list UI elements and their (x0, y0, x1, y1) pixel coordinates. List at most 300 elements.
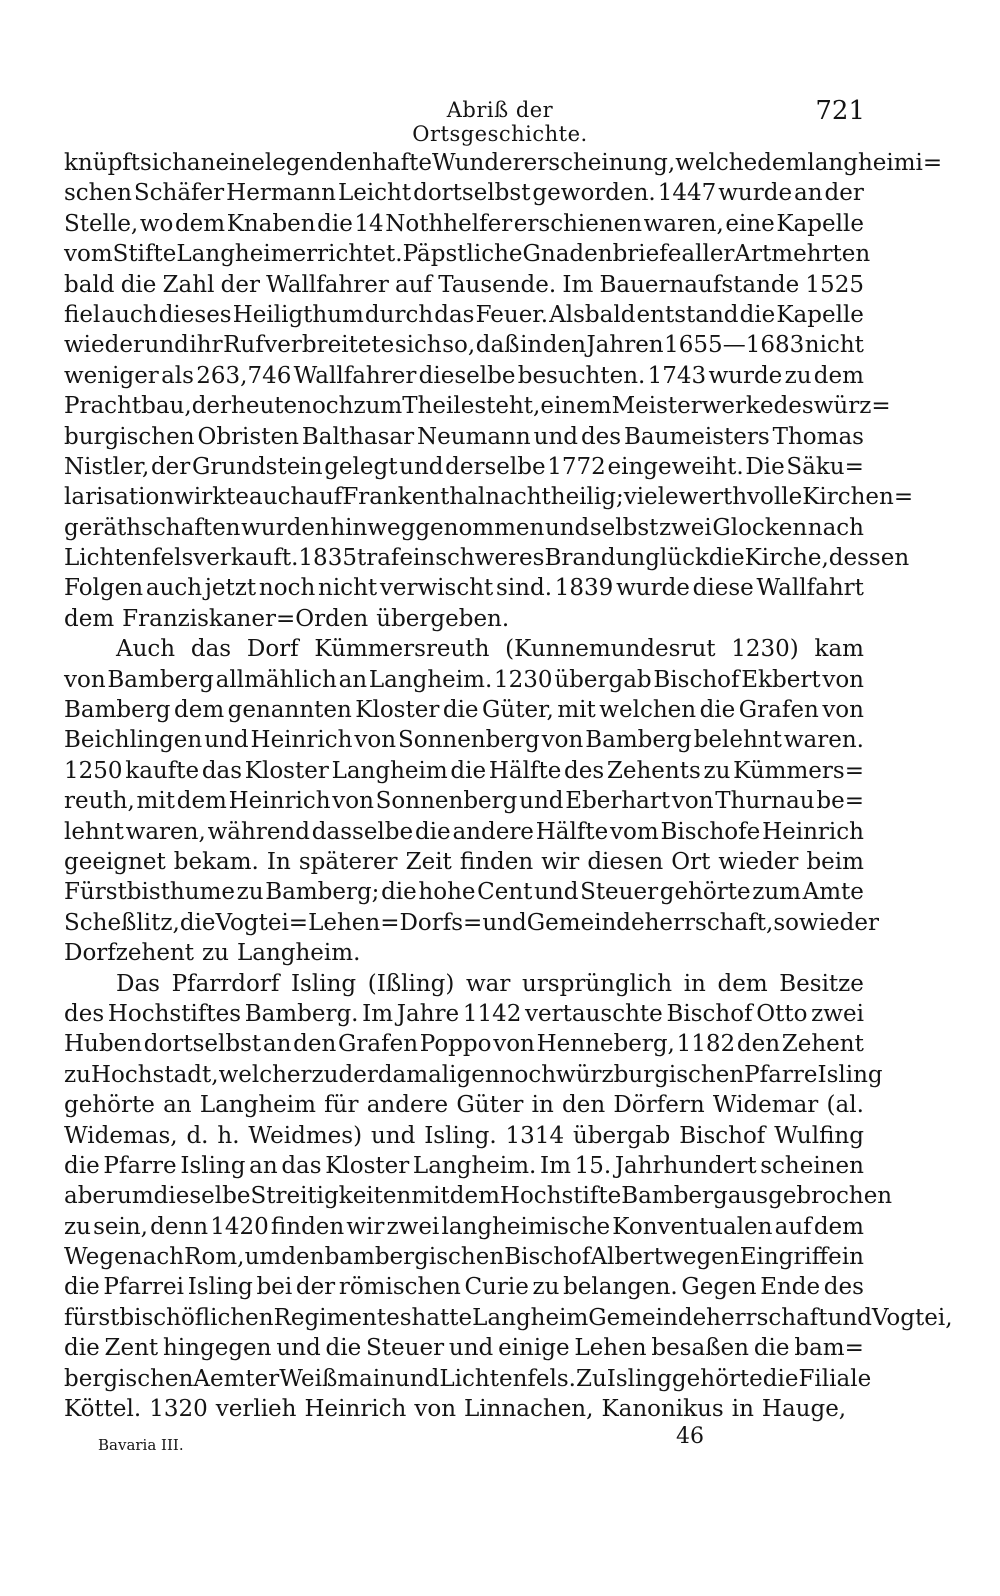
word: hohe (418, 879, 476, 906)
word: und (204, 727, 249, 754)
word: Bischof (679, 1122, 766, 1149)
word: zu (311, 1061, 339, 1088)
text-line (64, 361, 864, 391)
word: auf (395, 271, 433, 298)
word: Konventualen (612, 1213, 773, 1240)
word: viele (623, 484, 679, 511)
word: römischen (338, 1274, 461, 1301)
text-line (64, 847, 864, 877)
word: Weißmain (279, 1365, 396, 1392)
word: 1525 (805, 271, 864, 298)
word: einige (498, 1335, 570, 1362)
word: Isling (606, 1365, 672, 1392)
word: die (325, 1335, 362, 1362)
word: Baumeisters (624, 423, 770, 450)
word: Wege (64, 1244, 128, 1271)
word: ihr (189, 332, 223, 359)
text-line (64, 239, 871, 269)
word: eine (215, 150, 265, 176)
word: in (683, 970, 706, 997)
word: Hälfte (488, 757, 562, 784)
word: zu (236, 879, 264, 906)
word: der (338, 1061, 378, 1088)
word: Hochstifte (499, 1183, 622, 1210)
word: Meisterwerke (611, 393, 774, 420)
word: an (794, 180, 823, 207)
word: hinweggenommen (330, 514, 545, 541)
word: scheinen (760, 1152, 864, 1179)
word: ursprünglich (522, 970, 673, 997)
word: dem (813, 1213, 864, 1240)
word: Dörfern (613, 1092, 705, 1119)
word: des (823, 1274, 864, 1301)
word: Heinrich (250, 727, 353, 754)
word: 1447 (657, 180, 717, 207)
word: Isling (187, 1274, 253, 1301)
word: waren, (643, 210, 724, 237)
word: bald (64, 271, 115, 298)
word: schweres (435, 545, 545, 572)
word: mit (411, 1183, 450, 1210)
word: traf (356, 545, 400, 572)
word: der (191, 393, 232, 420)
word: durch (364, 301, 434, 328)
word: finden (270, 1213, 345, 1240)
word: Kloster (244, 757, 329, 784)
word: Scheßlitz, (64, 909, 180, 936)
text-line (64, 756, 864, 786)
text-line (64, 573, 864, 603)
text-line (64, 178, 864, 208)
word: 1182 (676, 1031, 736, 1058)
word: an (163, 1092, 192, 1119)
word: 1142 (462, 1000, 522, 1027)
word: wegen (663, 1244, 740, 1271)
word: Bischof (653, 666, 740, 693)
word: wie (798, 909, 840, 936)
text-line (64, 1333, 864, 1363)
word: Ende (760, 1274, 821, 1301)
word: Pfarrdorf (171, 970, 280, 997)
word: Jahre (396, 1000, 460, 1027)
word: welchen (599, 697, 697, 724)
word: wo (139, 210, 174, 237)
word: wurde (616, 575, 690, 602)
word: 1655—1683 (664, 332, 805, 359)
word: dem (449, 1183, 500, 1210)
word: die (120, 271, 157, 298)
word: sich (140, 150, 187, 176)
word: vertauschte (525, 1000, 663, 1027)
word: selbst (589, 514, 659, 541)
word: vom (64, 241, 113, 268)
text-line (64, 1212, 864, 1242)
text-line (64, 695, 864, 725)
word: an (338, 666, 368, 693)
word: Pfarre (744, 1061, 818, 1088)
word: die (753, 1335, 790, 1362)
body-text (64, 148, 953, 1424)
word: die (442, 697, 479, 724)
word: fürstbischöflichen (64, 1304, 274, 1331)
word: und (827, 1304, 872, 1331)
word: belangen. (563, 1274, 678, 1301)
word: war (465, 970, 511, 997)
word: dem (176, 788, 227, 815)
word: Güter, (482, 697, 554, 724)
word: Feuer. (475, 301, 549, 328)
word: Isling (180, 1152, 246, 1179)
word: und (370, 1122, 416, 1149)
word: Rom, (184, 1244, 245, 1271)
word: mit (136, 788, 175, 815)
word: zu (703, 757, 731, 784)
word: ein (399, 545, 436, 572)
word: mit (557, 697, 596, 724)
word: Langheim (331, 757, 448, 784)
text-line (64, 1151, 864, 1181)
word: Widemas, (64, 1122, 178, 1149)
word: übergab (554, 666, 652, 693)
word: noch (499, 1061, 557, 1088)
word: der (150, 453, 191, 480)
word: Lichtenfels (64, 545, 194, 572)
word: Jahrhundert (614, 1152, 757, 1179)
text-line (64, 452, 864, 482)
word: den (562, 1092, 606, 1119)
word: die (317, 210, 353, 237)
text-line (64, 1272, 864, 1302)
text-line (64, 300, 864, 330)
word: des (773, 393, 814, 420)
word: die (739, 301, 776, 328)
word: Güter (456, 1092, 524, 1119)
word: und (533, 423, 579, 450)
text-line (64, 330, 864, 360)
word: allmählich (215, 666, 337, 693)
word: dem (813, 362, 864, 389)
word: 14 (354, 210, 384, 237)
word: verkauft. (193, 545, 299, 572)
word: und (519, 788, 564, 815)
word: Stifte (112, 241, 177, 268)
text-line (64, 209, 864, 239)
word: kaufte (125, 757, 200, 784)
word: Hälfte (535, 818, 609, 845)
word: des (580, 423, 622, 450)
word: von (822, 666, 864, 693)
word: der (295, 1274, 336, 1301)
word: Otto (756, 1000, 808, 1027)
word: Säku= (786, 453, 864, 480)
text-line (64, 999, 864, 1029)
word: fiel (64, 301, 101, 328)
word: so, (442, 332, 476, 359)
text-line (64, 969, 864, 999)
text-line (64, 938, 864, 968)
word: die (64, 1335, 100, 1362)
word: 1743 (647, 362, 707, 389)
text-line (64, 422, 864, 452)
word: gehörte (671, 1365, 763, 1392)
word: Heinrich (304, 1396, 407, 1423)
word: Steuer (366, 1335, 445, 1362)
word: dem (174, 210, 226, 237)
word: welche (675, 150, 758, 176)
word: Wallfahrt (756, 575, 864, 602)
word: Grundstein (191, 453, 323, 480)
word: von (671, 788, 714, 815)
word: langheimische (441, 1213, 611, 1240)
word: von (332, 788, 374, 815)
word: Thurnau (715, 788, 815, 815)
word: Grafen (338, 1031, 419, 1058)
word: Regimentes (273, 1304, 412, 1331)
word: Langheim. (368, 666, 493, 693)
word: des (64, 1000, 105, 1027)
text-line (64, 604, 864, 634)
word: Heinrich (228, 788, 331, 815)
word: Folgen (64, 575, 144, 602)
word: die (450, 757, 487, 784)
running-head: Abriß der Ortsgeschichte. (412, 98, 588, 146)
word: für (324, 1092, 359, 1119)
word: wir (541, 848, 580, 875)
word: Kümmersreuth (314, 636, 490, 663)
word: Kirche, (744, 545, 829, 572)
word: Wundererscheinung, (432, 150, 676, 176)
word: jetzt (204, 575, 257, 602)
text-line (64, 786, 864, 816)
word: Gegen (681, 1274, 757, 1301)
word: dortselbst (143, 1031, 262, 1058)
text-line (64, 1090, 864, 1120)
word: würz= (813, 393, 891, 420)
word: Die (745, 453, 785, 480)
word: sich (394, 332, 442, 359)
word: auch (145, 575, 203, 602)
word: das (434, 301, 475, 328)
word: Bamberg (64, 697, 171, 724)
word: Eingriffe (739, 1244, 842, 1271)
word: Bischof (504, 1244, 591, 1271)
word: reuth, (64, 788, 135, 815)
word: der (824, 180, 864, 207)
word: gehörte (659, 879, 751, 906)
word: wurde (708, 362, 783, 389)
word: verwischt (379, 575, 494, 602)
word: Fürstbisthume (64, 879, 235, 906)
word: Pfarrei (103, 1274, 185, 1301)
word: Hochstiftes (107, 1000, 241, 1027)
word: Art (734, 241, 772, 268)
word: Jahren (586, 332, 664, 359)
word: verbreitete (264, 332, 395, 359)
word: schen (64, 180, 132, 207)
word: Köttel. (64, 1396, 142, 1423)
word: andere (366, 1092, 449, 1119)
word: langheimi= (807, 150, 943, 176)
word: auch (101, 301, 158, 328)
word: dem (717, 970, 768, 997)
word: von (354, 727, 397, 754)
word: zwei (659, 514, 712, 541)
word: Kapelle (776, 301, 864, 328)
word: übergeben. (376, 605, 510, 632)
word: Ort (671, 848, 711, 875)
text-line (64, 1121, 864, 1151)
word: Alsbald (549, 301, 636, 328)
word: Neumann (417, 423, 531, 450)
word: Eberhart (565, 788, 671, 815)
word: wurde (718, 180, 793, 207)
word: des (564, 757, 605, 784)
text-line (64, 543, 910, 573)
word: Henneberg, (536, 1031, 675, 1058)
word: Aemter (193, 1365, 280, 1392)
word: larisation (64, 484, 175, 511)
word: Ruf (223, 332, 264, 359)
text-line (64, 877, 864, 907)
text-line (64, 634, 864, 664)
word: Ekbert (741, 666, 821, 693)
word: Curie (464, 1274, 529, 1301)
word: das (201, 757, 243, 784)
word: zu (64, 1061, 91, 1088)
word: verlieh (215, 1396, 297, 1423)
word: 1320 (149, 1396, 208, 1423)
word: Gemeindeherrschaft, (526, 909, 774, 936)
word: Thomas (772, 423, 864, 450)
word: dasselbe (311, 818, 414, 845)
word: dem (64, 605, 115, 632)
word: genannten (227, 697, 352, 724)
word: dem (757, 150, 808, 176)
word: Amte (802, 879, 864, 906)
word: werthvolle (678, 484, 803, 511)
word: Nistler, (64, 453, 150, 480)
word: von (493, 1031, 535, 1058)
word: 1420 (210, 1213, 269, 1240)
word: diese (692, 575, 754, 602)
word: Wallfahrer (293, 362, 417, 389)
word: Balthasar (301, 423, 415, 450)
word: Glocken (712, 514, 808, 541)
word: um (244, 1244, 282, 1271)
word: waren. (783, 727, 864, 754)
word: noch (297, 393, 354, 420)
word: und (276, 1335, 321, 1362)
word: besaßen (651, 1335, 749, 1362)
word: Langheim (176, 241, 293, 268)
word: das (281, 1152, 322, 1179)
word: zum (752, 879, 801, 906)
word: zu (202, 940, 229, 967)
word: nachtheilig; (485, 484, 624, 511)
word: in (731, 1396, 754, 1423)
word: als (161, 362, 194, 389)
word: Theile (402, 393, 475, 420)
word: Isling (290, 970, 357, 997)
text-line (64, 1060, 883, 1090)
word: in (531, 1092, 554, 1119)
text-line (64, 908, 879, 938)
word: Bamberg. (244, 1000, 359, 1027)
word: Zeit (405, 848, 452, 875)
word: Das (116, 970, 160, 997)
word: in (520, 332, 543, 359)
word: späterer (298, 848, 398, 875)
word: und (144, 332, 189, 359)
signature-mark: 46 (676, 1424, 704, 1449)
text-line (64, 665, 864, 695)
word: die (708, 545, 745, 572)
word: Schäfer (133, 180, 225, 207)
word: Hochstadt, (90, 1061, 219, 1088)
word: hatte (411, 1304, 473, 1331)
word: ausgebrochen (727, 1183, 893, 1210)
text-line (64, 1181, 893, 1211)
text-line (64, 148, 943, 178)
word: Kloster (325, 1152, 410, 1179)
word: zu (532, 1274, 560, 1301)
word: die (381, 879, 417, 906)
word: Bamberg (585, 727, 692, 754)
text-line (64, 513, 864, 543)
word: gelegt (324, 453, 398, 480)
word: den (542, 332, 586, 359)
word: Steuer (580, 879, 659, 906)
word: Streitigkeiten (250, 1183, 412, 1210)
word: Stelle, (64, 210, 139, 237)
word: Grafen (738, 697, 819, 724)
text-line (64, 1303, 953, 1333)
word: Kapelle (776, 210, 864, 237)
word: den (281, 1244, 325, 1271)
word: auf (305, 484, 343, 511)
word: wieder (64, 332, 144, 359)
word: bekam. (173, 848, 259, 875)
word: steht, (474, 393, 541, 420)
word: Vogtei=Lehen=Dorfs= (215, 909, 483, 936)
word: die (64, 1152, 100, 1179)
word: Päpstliche (402, 241, 523, 268)
word: und (534, 879, 579, 906)
word: h. (217, 1122, 240, 1149)
word: von (414, 1396, 457, 1423)
word: einem (540, 393, 612, 420)
word: die (64, 1274, 100, 1301)
word: vom (610, 818, 659, 845)
word: besuchten. (517, 362, 646, 389)
word: bam= (794, 1335, 864, 1362)
word: Cent (477, 879, 533, 906)
word: der (220, 271, 260, 298)
word: Linnachen, (464, 1396, 594, 1423)
page-number: 721 (815, 96, 865, 126)
word: 1250 (64, 757, 123, 784)
word: die (699, 697, 736, 724)
word: Zent (104, 1335, 159, 1362)
word: von (541, 727, 584, 754)
word: In (266, 848, 291, 875)
word: an (249, 1152, 278, 1179)
word: von (64, 666, 106, 693)
word: Frankenthal (342, 484, 486, 511)
word: Brandunglück (544, 545, 709, 572)
text-line (64, 1242, 864, 1272)
word: dieselbe (418, 362, 516, 389)
